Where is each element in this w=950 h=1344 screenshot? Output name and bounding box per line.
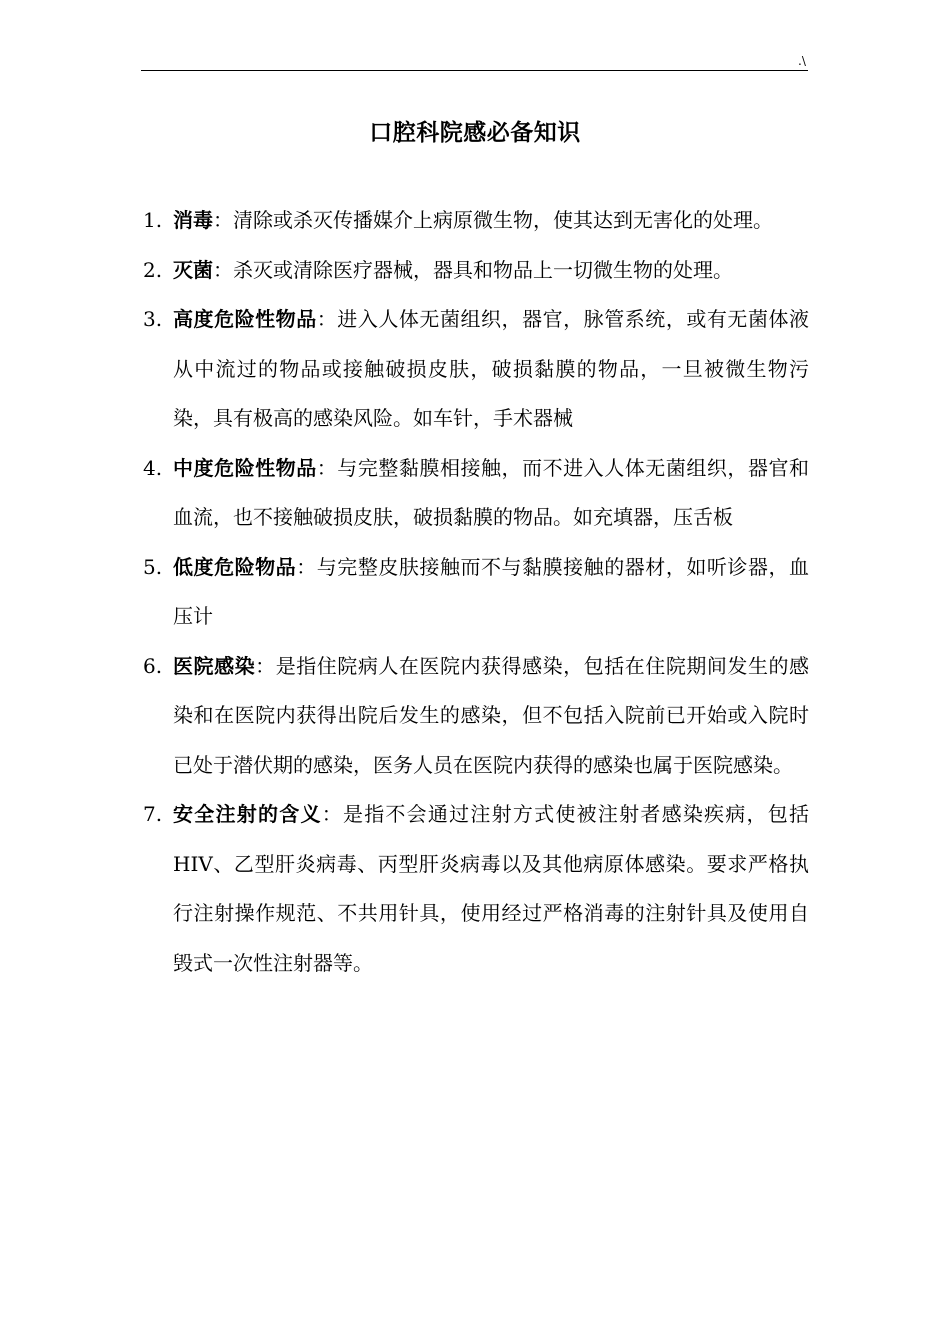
term-separator: ： <box>255 653 276 678</box>
term-separator: ： <box>296 554 317 579</box>
item-number: 2. <box>143 257 163 282</box>
term-separator: ： <box>316 307 338 331</box>
item-number: 1. <box>143 208 163 232</box>
list-item-sterilization <box>141 246 809 296</box>
term-label: 低度危险物品 <box>173 554 297 579</box>
header-mark: .\ <box>798 54 806 68</box>
term-definition: 杀灭或清除医疗器械，器具和物品上一切微生物的处理。 <box>233 257 733 282</box>
header-rule <box>141 70 808 71</box>
term-separator: ： <box>213 257 233 282</box>
list-item-hospital-infection <box>141 642 809 791</box>
list-item-safe-injection <box>141 790 809 988</box>
list-item-high-risk-items <box>141 295 809 444</box>
term-label: 医院感染 <box>173 653 256 678</box>
term-separator: ： <box>316 455 338 480</box>
term-label: 灭菌 <box>173 257 213 282</box>
term-definition: 进入人体无菌组织，器官，脉管系统，或有无菌体液从中流过的物品或接触破损皮肤，破损黏膜的物品，一旦被微生物污染，具有极高的感染风险。如车针，手术器械 <box>173 307 810 430</box>
term-separator: ： <box>213 208 233 232</box>
term-definition: 是指住院病人在医院内获得感染，包括在住院期间发生的感染和在医院内获得出院后发生的感染，但不包括入院前已开始或入院时已处于潜伏期的感染，医务人员在医院内获得的感染也属于医院感染。 <box>173 653 810 777</box>
term-definition: 与完整黏膜相接触，而不进入人体无菌组织，器官和血流，也不接触破损皮肤，破损黏膜的物品。如充填器，压舌板 <box>173 455 810 529</box>
term-label: 高度危险性物品 <box>173 307 317 331</box>
term-label: 消毒 <box>173 208 213 232</box>
term-label: 中度危险性物品 <box>173 455 317 480</box>
list-item-disinfection <box>141 196 809 246</box>
list-item-medium-risk-items <box>141 444 809 543</box>
term-label: 安全注射的含义 <box>173 802 322 826</box>
item-number: 3. <box>143 307 163 331</box>
term-definition: 是指不会通过注射方式使被注射者感染疾病，包括HIV、乙型肝炎病毒、丙型肝炎病毒以及其他病原体感染。要求严格执行注射操作规范、不共用针具，使用经过严格消毒的注射针具及使用自毁式一次性注射器等。 <box>173 802 810 975</box>
list-item-low-risk-items <box>141 543 809 642</box>
item-number: 6. <box>143 653 163 678</box>
knowledge-list <box>141 196 809 988</box>
term-separator: ： <box>321 802 343 826</box>
item-number: 7. <box>143 802 163 826</box>
item-number: 4. <box>143 455 163 480</box>
term-definition: 清除或杀灭传播媒介上病原微生物，使其达到无害化的处理。 <box>233 208 773 232</box>
page-title: 口腔科院感必备知识 <box>369 119 581 147</box>
item-number: 5. <box>143 554 163 579</box>
term-definition: 与完整皮肤接触而不与黏膜接触的器材，如听诊器，血压计 <box>173 554 810 628</box>
